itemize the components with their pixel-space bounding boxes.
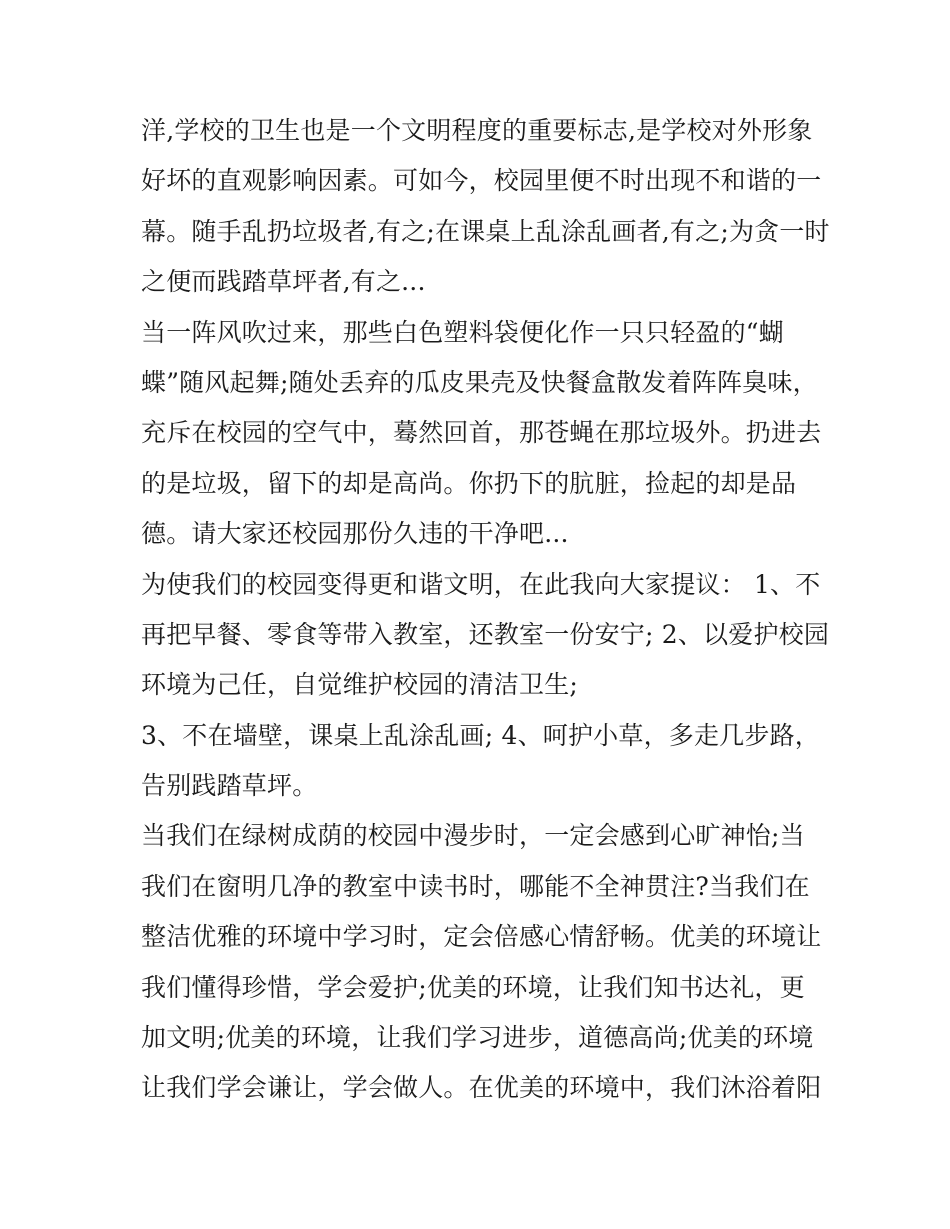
text-line: 环境为己任，自觉维护校园的清洁卫生; — [141, 670, 579, 700]
text-line: 的是垃圾，留下的却是高尚。你扔下的肮脏，捡起的却是品 — [141, 468, 797, 498]
text-line: 之便而践踏草坪者,有之... — [141, 267, 426, 297]
text-line: 充斥在校园的空气中，蓦然回首，那苍蝇在那垃圾外。扔进去 — [141, 418, 822, 448]
text-line: 整洁优雅的环境中学习时，定会倍感心情舒畅。优美的环境让 — [141, 922, 822, 952]
text-line: 再把早餐、零食等带入教室，还教室一份安宁; 2、以爱护校园 — [141, 619, 830, 649]
document-body — [141, 106, 830, 1114]
text-line: 我们懂得珍惜，学会爱护;优美的环境，让我们知书达礼，更 — [141, 972, 805, 1002]
text-line: 蝶”随风起舞;随处丢弃的瓜皮果壳及快餐盒散发着阵阵臭味， — [141, 367, 818, 397]
text-line: 让我们学会谦让，学会做人。在优美的环境中，我们沐浴着阳 — [141, 1073, 822, 1103]
text-line: 3、不在墙壁，课桌上乱涂乱画; 4、呵护小草，多走几步路， — [141, 720, 820, 750]
text-line: 德。请大家还校园那份久违的干净吧... — [141, 519, 569, 549]
text-line: 好坏的直观影响因素。可如今，校园里便不时出现不和谐的一 — [141, 166, 822, 196]
text-line: 告别践踏草坪。 — [141, 771, 318, 801]
text-line: 当一阵风吹过来，那些白色塑料袋便化作一只只轻盈的“蝴 — [141, 317, 784, 347]
text-line: 幕。随手乱扔垃圾者,有之;在课桌上乱涂乱画者,有之;为贪一时 — [141, 216, 830, 246]
text-line: 加文明;优美的环境，让我们学习进步，道德高尚;优美的环境 — [141, 1023, 814, 1053]
text-line: 我们在窗明几净的教室中读书时，哪能不全神贯注?当我们在 — [141, 871, 810, 901]
text-line: 当我们在绿树成荫的校园中漫步时，一定会感到心旷神怡;当 — [141, 821, 805, 851]
text-line: 为使我们的校园变得更和谐文明，在此我向大家提议： 1、不 — [141, 569, 821, 599]
text-line: 洋,学校的卫生也是一个文明程度的重要标志,是学校对外形象 — [141, 116, 813, 145]
